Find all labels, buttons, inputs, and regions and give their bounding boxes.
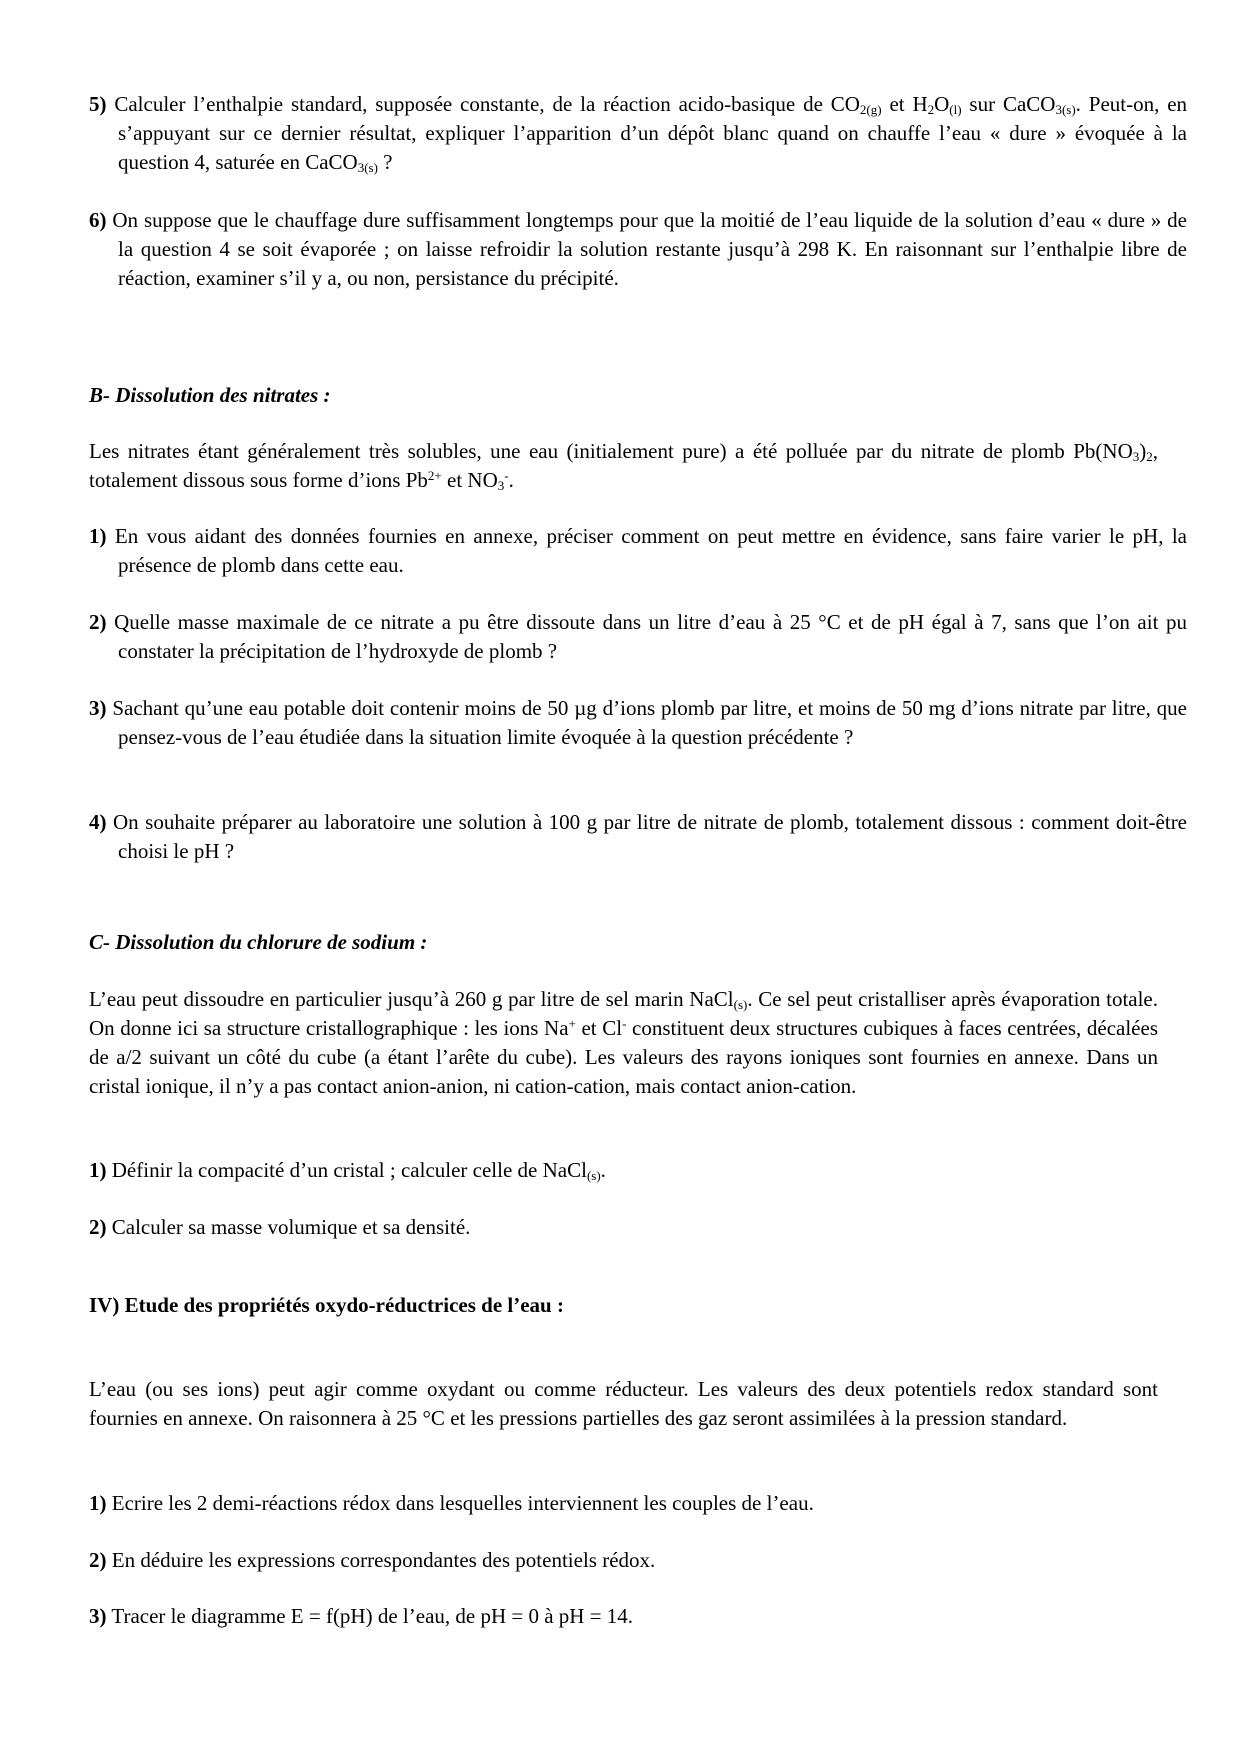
question-number: 6) xyxy=(89,208,107,232)
question-iv1 xyxy=(89,1489,1187,1518)
question-b4 xyxy=(89,808,1187,866)
section-c-title: C- Dissolution du chlorure de sodium : xyxy=(89,930,428,954)
section-b-intro: Les nitrates étant généralement très solubles, une eau (initialement pure) a été polluée par du nitrate de plomb $Pb(NO_3)_2$, totalement dissous sous forme d’ions $Pb^{2+}$ et $NO_3^-$. xyxy=(89,439,1158,493)
question-number: 2) xyxy=(89,1548,107,1572)
question-iv3 xyxy=(89,1602,1187,1631)
question-number: 2) xyxy=(89,610,107,634)
question-text: Ecrire les 2 demi-réactions rédox dans lesquelles interviennent les couples de l’eau. xyxy=(111,1491,814,1515)
question-number: 1) xyxy=(89,1491,107,1515)
question-number: 4) xyxy=(89,810,107,834)
question-b2 xyxy=(89,608,1187,666)
question-a5: 5) Calculer l’enthalpie standard, supposée constante, de la réaction acido-basique de $CO_{2(g)}$ et $H_2O_{(l)}$ sur CaCO$_{3(s)}$. Peut-on, en s’appuyant sur ce dernier résultat, expliquer l’apparition d’un dépôt blanc quand on chauffe l’eau « dure » évoquée à la question 4, saturée en CaCO$_{3(s)}$ ? xyxy=(89,92,1188,175)
question-text: On suppose que le chauffage dure suffisamment longtemps pour que la moitié de l’eau liquide de la solution d’eau « dure » de la question 4 se soit évaporée ; on laisse refroidir la solution restante jusqu’à 298 K. En raisonnant sur l’enthalpie libre de réaction, examiner s’il y a, ou non, persistance du précipité. xyxy=(112,208,1187,290)
question-number: 1) xyxy=(89,524,107,548)
question-iv2 xyxy=(89,1546,1187,1575)
question-c2 xyxy=(89,1213,1187,1242)
question-text: Tracer le diagramme E = f(pH) de l’eau, de pH = 0 à pH = 14. xyxy=(111,1604,634,1628)
question-text: En vous aidant des données fournies en annexe, préciser comment on peut mettre en évidence, sans faire varier le pH, la présence de plomb dans cette eau. xyxy=(114,524,1187,577)
question-text: Quelle masse maximale de ce nitrate a pu être dissoute dans un litre d’eau à 25 °C et de pH égal à 7, sans que l’on ait pu constater la précipitation de l’hydroxyde de plomb ? xyxy=(114,610,1187,663)
question-number: 3) xyxy=(89,1604,107,1628)
question-b3 xyxy=(89,694,1187,752)
section-c-intro: L’eau peut dissoudre en particulier jusqu’à 260 g par litre de sel marin NaCl$_{(s)}$. Ce sel peut cristalliser après évaporation totale. On donne ici sa structure cristallographique : les ions Na+ et Cl- constituent deux structures cubiques à faces centrées, décalées de a/2 suivant un côté du cube (a étant l’arête du cube). Les valeurs des rayons ioniques sont fournies en annexe. Dans un cristal ionique, il n’y a pas contact anion-anion, ni cation-cation, mais contact anion-cation. xyxy=(89,987,1158,1098)
question-text: On souhaite préparer au laboratoire une solution à 100 g par litre de nitrate de plomb, totalement dissous : comment doit-être choisi le pH ? xyxy=(113,810,1188,863)
question-c1: 1) Définir la compacité d’un cristal ; calculer celle de NaCl$_{(s)}$. xyxy=(89,1158,606,1183)
section-iv-title: IV) Etude des propriétés oxydo-réductrices de l’eau : xyxy=(89,1293,564,1317)
question-number: 1) xyxy=(89,1158,107,1182)
section-b-title: B- Dissolution des nitrates : xyxy=(89,383,331,407)
question-number: 2) xyxy=(89,1215,107,1239)
question-number: 5) xyxy=(89,92,107,116)
section-iv-intro: L’eau (ou ses ions) peut agir comme oxydant ou comme réducteur. Les valeurs des deux potentiels redox standard sont fournies en annexe. On raisonnera à 25 °C et les pressions partielles des gaz seront assimilées à la pression standard. xyxy=(89,1377,1158,1430)
question-text: En déduire les expressions correspondantes des potentiels rédox. xyxy=(111,1548,656,1572)
question-text: Sachant qu’une eau potable doit contenir moins de 50 µg d’ions plomb par litre, et moins de 50 mg d’ions nitrate par litre, que pensez-vous de l’eau étudiée dans la situation limite évoquée à la question précédente ? xyxy=(112,696,1187,749)
question-text: Calculer sa masse volumique et sa densité. xyxy=(111,1215,471,1239)
question-b1 xyxy=(89,522,1187,580)
question-number: 3) xyxy=(89,696,107,720)
question-a6 xyxy=(89,206,1187,293)
